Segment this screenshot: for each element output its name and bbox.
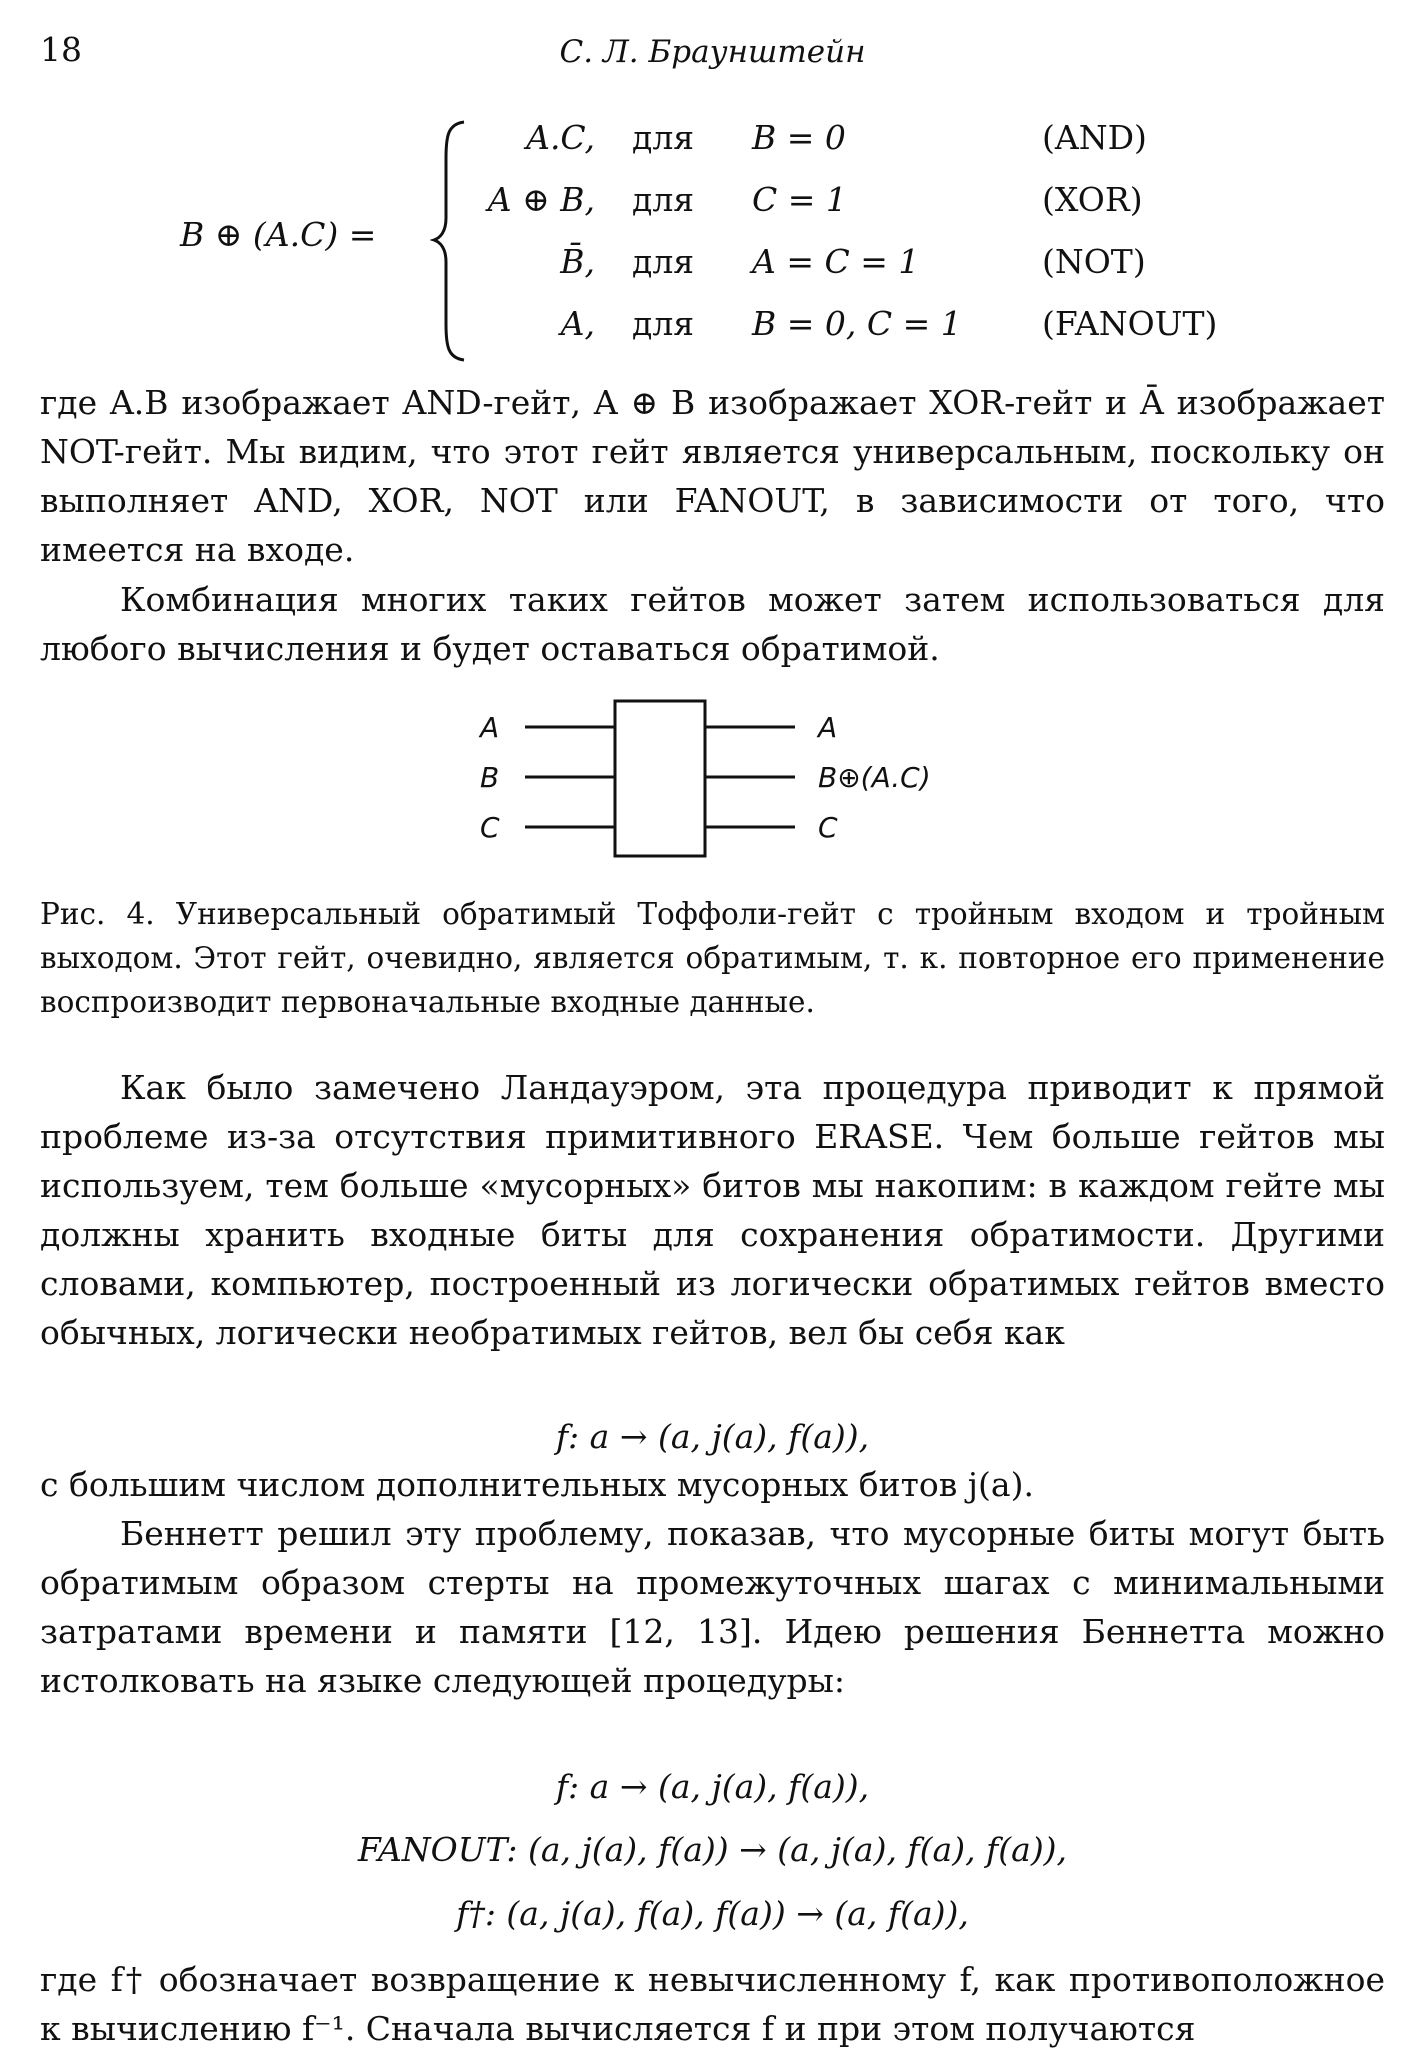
equation-bennett-step-2: FANOUT: (a, j(a), f(a)) → (a, j(a), f(a), f(a)), [357,1830,1068,1869]
case-for: для [632,242,695,281]
case-expr: A.C, [526,118,595,157]
left-brace [430,118,470,363]
paragraph-uncompute: где f† обозначает возвращение к невычисленному f, как противоположное к вычислению f⁻¹. Сначала вычисляется f и при этом получаются [40,1960,1385,2048]
paragraph-garbage-bits: с большим числом дополнительных мусорных битов j(a). [40,1465,1034,1504]
case-gate-name: (FANOUT) [1042,304,1218,343]
running-header-author: С. Л. Браунштейн [559,34,866,70]
case-for: для [632,304,695,343]
output-label-a: A [818,711,838,744]
figure-caption: Рис. 4. Универсальный обратимый Тоффоли-гейт с тройным входом и тройным выходом. Этот гейт, очевидно, является обратимым, т. к. повторное его применение воспроизводит первоначальные входные данные. [40,897,1385,1019]
case-for: для [632,118,695,157]
input-label-c: C [480,811,500,844]
gate-box [615,701,705,856]
formula-case [470,304,1270,366]
case-condition: B = 0 [752,118,846,157]
case-gate-name: (AND) [1042,118,1147,157]
case-for: для [632,180,695,219]
case-expr: B̄, [560,242,595,281]
case-expr: A ⊕ B, [487,180,595,219]
page-number: 18 [40,30,82,69]
paragraph-bennett: Беннетт решил эту проблему, показав, что мусорные биты могут быть обратимым образом стерты на промежуточных шагах с минимальными затратами времени и памяти [12, 13]. Идею решения Беннетта можно истолковать на языке следующей процедуры: [40,1514,1385,1700]
input-label-a: A [480,711,500,744]
formula-cases [470,118,1270,368]
equation-compute: f: a → (a, j(a), f(a)), [555,1417,870,1456]
case-expr: A, [560,304,595,343]
paragraph-landauer: Как было замечено Ландауэром, эта процедура приводит к прямой проблеме из-за отсутствия примитивного ERASE. Чем больше гейтов мы используем, тем больше «мусорных» битов мы накопим: в каждом гейте мы должны хранить входные биты для сохранения обратимости. Другими словами, компьютер, построенный из логически обратимых гейтов вместо обычных, логически необратимых гейтов, вел бы себя как [40,1068,1385,1352]
output-label-b: B⊕(A.C) [818,761,931,794]
output-label-c: C [818,811,838,844]
formula-case [470,180,1270,242]
paragraph-combination: Комбинация многих таких гейтов может затем использоваться для любого вычисления и будет оставаться обратимой. [40,580,1385,668]
toffoli-gate-diagram [460,695,980,870]
input-label-b: B [480,761,500,794]
equation-bennett-step-3: f†: (a, j(a), f(a), f(a)) → (a, f(a)), [456,1894,969,1933]
case-condition: B = 0, C = 1 [752,304,962,343]
case-condition: C = 1 [752,180,847,219]
case-condition: A = C = 1 [752,242,920,281]
case-gate-name: (XOR) [1042,180,1143,219]
paragraph-gate-definitions: где A.B изображает AND-гейт, A ⊕ B изображает XOR-гейт и Ā изображает NOT-гейт. Мы видим, что этот гейт является универсальным, поскольку он выполняет AND, XOR, NOT или FANOUT, в зависимости от того, что имеется на входе. [40,383,1385,569]
equation-bennett-step-1: f: a → (a, j(a), f(a)), [555,1767,870,1806]
case-gate-name: (NOT) [1042,242,1146,281]
formula-case [470,118,1270,180]
formula-lhs: B ⊕ (A.C) = [180,215,377,254]
formula-case [470,242,1270,304]
